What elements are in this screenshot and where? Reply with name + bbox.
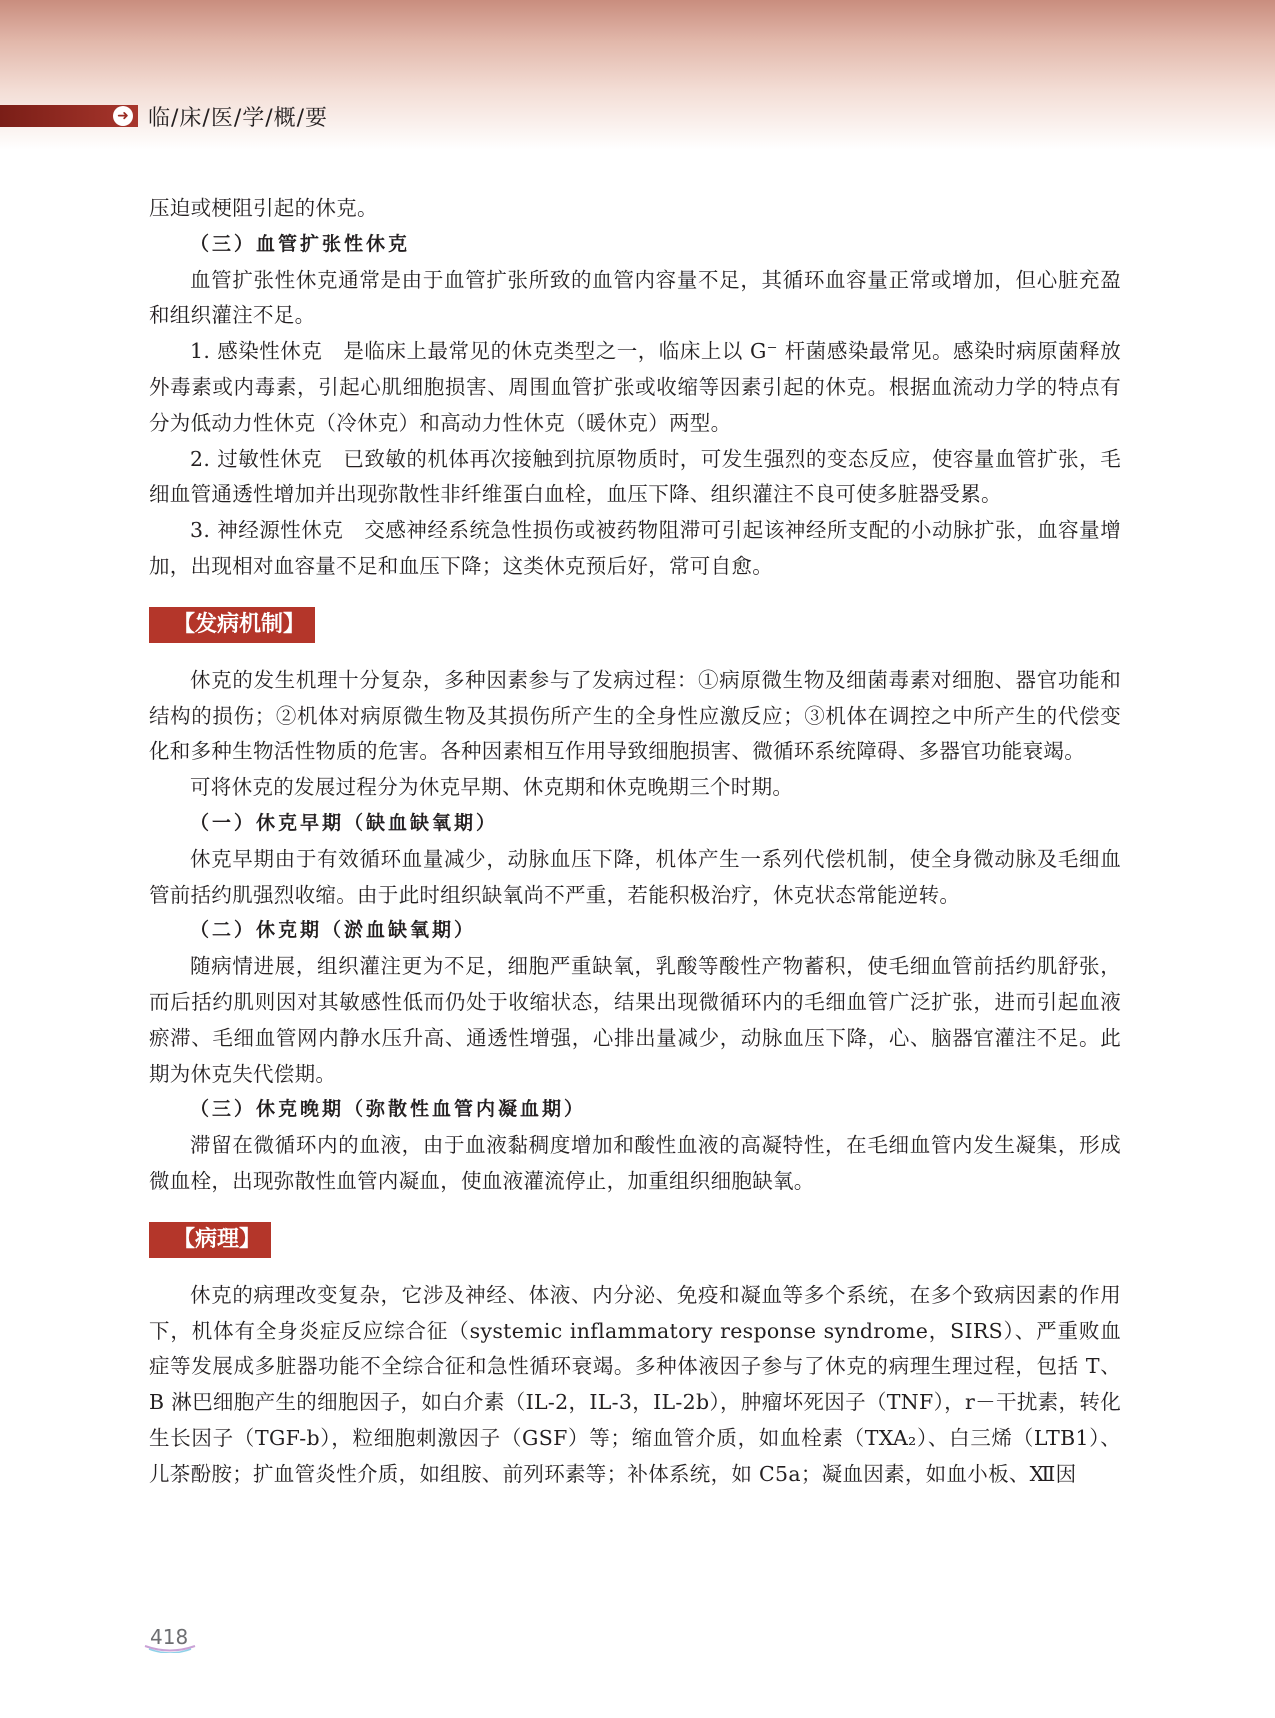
paragraph-late: 滞留在微循环内的血液，由于血液黏稠度增加和酸性血液的高凝特性，在毛细血管内发生凝集，形成微血栓，出现弥散性血管内凝血，使血液灌流停止，加重组织细胞缺氧。 [149, 1133, 1121, 1193]
paragraph-early: 休克早期由于有效循环血量减少，动脉血压下降，机体产生一系列代偿机制，使全身微动脉及毛细血管前括约肌强烈收缩。由于此时组织缺氧尚不严重，若能积极治疗，休克状态常能逆转。 [149, 846, 1121, 907]
paragraph-pathology: 休克的病理改变复杂，它涉及神经、体液、内分泌、免疫和凝血等多个系统，在多个致病因素的作用下，机体有全身炎症反应综合征（systemic inflammatory response syndrome，SIRS）、严重败血症等发展成多脏器功能不全综合征和急性循环衰竭。多种体液因子参与了休克的病理生理过程，包括 T、B 淋巴细胞产生的细胞因子，如白介素（IL-2，IL-3，IL-2b），肿瘤坏死因子（TNF），r－干扰素，转化生长因子（TGF-b），粒细胞刺激因子（GSF）等；缩血管介质，如血栓素（TXA₂）、白三烯（LTB1）、儿茶酚胺；扩血管炎性介质，如组胺、前列环素等；补体系统，如 C5a；凝血因素，如血小板、Ⅻ因 [149, 1282, 1121, 1486]
paragraph-mechanism-1: 休克的发生机理十分复杂，多种因素参与了发病过程：①病原微生物及细菌毒素对细胞、器官功能和结构的损伤；②机体对病原微生物及其损伤所产生的全身性应激反应；③机体在调控之中所产生的代偿变化和多种生物活性物质的危害。各种因素相互作用导致细胞损害、微循环系统障碍、多器官功能衰竭。 [149, 667, 1121, 764]
paragraph-vascular: 血管扩张性休克通常是由于血管扩张所致的血管内容量不足，其循环血容量正常或增加，但心脏充盈和组织灌注不足。 [149, 267, 1121, 328]
subheading-vascular: （三）血管扩张性休克 [190, 232, 411, 255]
paragraph-intro: 压迫或梗阻引起的休克。 [149, 196, 378, 220]
paragraph-allergic-shock: 2. 过敏性休克 已致敏的机体再次接触到抗原物质时，可发生强烈的变态反应，使容量血管扩张，毛细血管通透性增加并出现弥散性非纤维蛋白血栓，血压下降、组织灌注不良可使多脏器受累。 [149, 446, 1121, 507]
section-heading-pathology: 【病理】 [149, 1222, 271, 1258]
subheading-mid: （二）休克期（淤血缺氧期） [190, 919, 477, 942]
section-heading-mechanism: 【发病机制】 [149, 607, 315, 643]
paragraph-infection-shock: 1. 感染性休克 是临床上最常见的休克类型之一，临床上以 G⁻ 杆菌感染最常见。感染时病原菌释放外毒素或内毒素，引起心肌细胞损害、周围血管扩张或收缩等因素引起的休克。根据血流动力学的特点有分为低动力性休克（冷休克）和高动力性休克（暖休克）两型。 [149, 339, 1121, 435]
page-number-swoosh [143, 1643, 197, 1653]
paragraph-mechanism-2: 可将休克的发展过程分为休克早期、休克期和休克晚期三个时期。 [190, 775, 794, 800]
subheading-late: （三）休克晚期（弥散性血管内凝血期） [190, 1098, 587, 1121]
page-number: 418 [150, 1625, 189, 1649]
page-content [149, 191, 1121, 1493]
arrow-right-icon: ➜ [113, 106, 133, 126]
paragraph-neurogenic-shock: 3. 神经源性休克 交感神经系统急性损伤或被药物阻滞可引起该神经所支配的小动脉扩张，血容量增加，出现相对血容量不足和血压下降；这类休克预后好，常可自愈。 [149, 518, 1121, 578]
subheading-early: （一）休克早期（缺血缺氧期） [190, 811, 499, 834]
book-title: 临/床/医/学/概/要 [148, 106, 329, 131]
paragraph-mid: 随病情进展，组织灌注更为不足，细胞严重缺氧，乳酸等酸性产物蓄积，使毛细血管前括约肌舒张，而后括约肌则因对其敏感性低而仍处于收缩状态，结果出现微循环内的毛细血管广泛扩张，进而引起血液瘀滞、毛细血管网内静水压升高、通透性增强，心排出量减少，动脉血压下降，心、脑器官灌注不足。此期为休克失代偿期。 [149, 954, 1121, 1086]
